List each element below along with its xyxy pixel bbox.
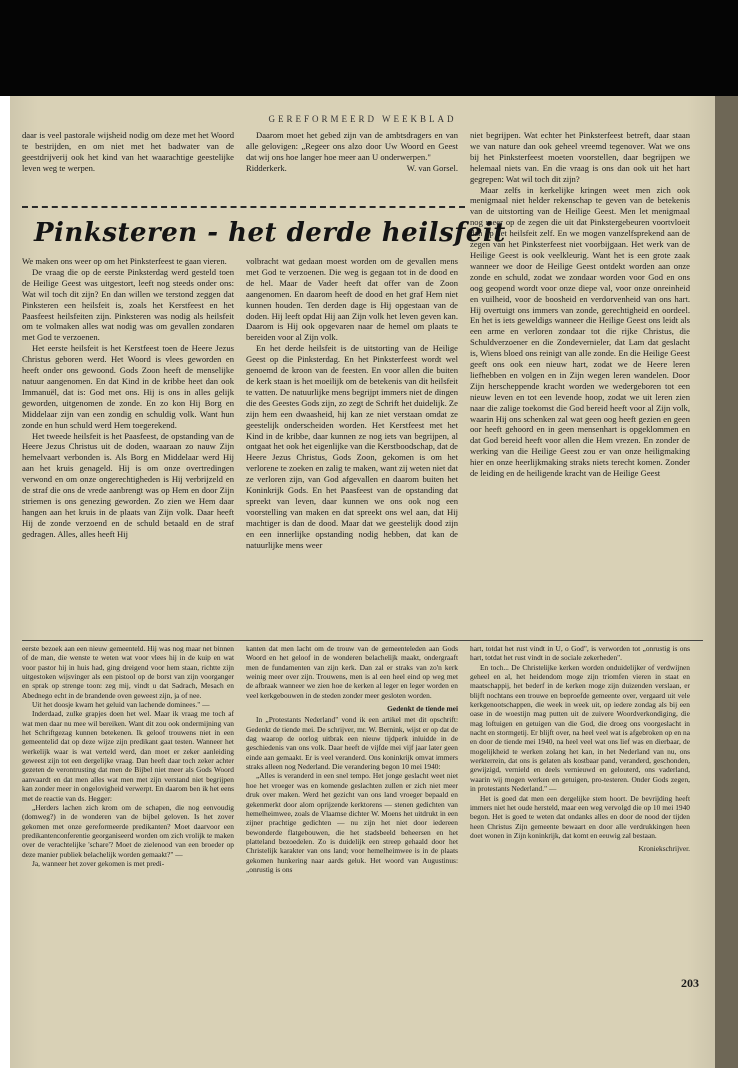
columnist-signature: Kroniekschrijver. bbox=[638, 844, 690, 854]
article-column-3 bbox=[470, 130, 690, 479]
bottom-col1-p4: „Herders lachen zich krom om de schapen, die nog eenvoudig (domweg?) in de wonderen van de bijbel geloven. Is het zover gekomen met onze gereformeerde predikanten? Moet daarvoor een predikantenconferentie georganiseerd worden om zich vrolijk te maken over de verachtelijke 'schare'? Moet de zielenood van een broeder op deze manier publiek belachelijk worden gemaakt?" — bbox=[22, 802, 234, 859]
bottom-col1-p1: eerste bezoek aan een nieuw gemeenteld. Hij was nog maar net binnen of de man, die wenste te weten wat voor vlees hij in de kuip en wat voor pastor hij in huis had, ging dreigend voor hem staan, richtte zijn uitgestoken wijsvinger als een pistool op de borst van zijn voorganger en sprak op strenge toon: zeg mij, vindt u dat Sadrach, Mesach en Abednego echt in de brandende oven geweest zijn, ja of nee. bbox=[22, 644, 234, 700]
top-column-1 bbox=[22, 130, 234, 174]
bottom-col2-p2: In „Protestants Nederland" vond ik een artikel met dit opschrift: Gedenkt de tiende mei. De schrijver, mr. W. Bernink, wijst er op dat de dag waarop de oorlog uitbrak een nieuw tijdperk inluidde in de geschiedenis van ons volk. Daar heeft de vijfde mei vijf jaar later geen einde aan gemaakt. Er is veel veranderd. Ons koninkrijk omvat immers straks alleen nog Nederland. Die verandering begon 10 mei 1940: bbox=[246, 715, 458, 772]
signature-place: Ridderkerk. bbox=[246, 162, 287, 173]
article-col1-p1: We maken ons weer op om het Pinksterfeest te gaan vieren. bbox=[22, 256, 227, 266]
bottom-column-2 bbox=[246, 644, 458, 874]
article-col3-p1: niet begrijpen. Wat echter het Pinksterfeest betreft, daar staan we van nature dan ook geheel vreemd tegenover. Wat we ons bij het Pinksterfeest moeten voorstellen, daar begrijpen we helemaal niets van. En die vraag is ons dan ook uit het hart gegrepen: Wat wil toch dit zijn? bbox=[470, 130, 690, 184]
article-col1-p2: De vraag die op de eerste Pinksterdag werd gesteld toen de Heilige Geest was uitgestort, leeft nog steeds onder ons: Wat wil toch dit zijn? En dan willen we terstond zeggen dat Pinksteren een heilsfeit is, zoals het Kerstfeest en het Paasfeest heilsfeiten zijn. Pinksteren was nodig als heilsfeit om te volmaken alles wat nodig was om gevallen zondaren met God te verzoenen. bbox=[22, 266, 234, 343]
bottom-column-3 bbox=[470, 644, 690, 854]
bottom-col3-p3: Het is goed dat men een dergelijke stem hoort. De bevrijding heeft immers niet het oude hersteld, maar een weg vervolgd die op 10 mei 1940 begon. Het is goed te weten dat ondanks alles en door de nood der tijden heen Christus Zijn gemeente bewaart en door alle verdrukkingen heen doet wonen in Zijn koninkrijk, dat komt en eeuwig zal bestaan. bbox=[470, 793, 690, 840]
top-col2-text: Daarom moet het gebed zijn van de ambtsdragers en van alle gelovigen: „Regeer ons alzo door Uw Woord en Geest dat wij ons hoe langer hoe meer aan U onderwerpen." bbox=[246, 130, 458, 162]
bottom-col2-p3: „Alles is veranderd in een snel tempo. Het jonge geslacht weet niet hoe het vroeger was en komende geslachten zullen er zich niet meer druk over maken. Werd het gezicht van ons land vroeger bepaald en gekenmerkt door alom oprijzende kerktorens — stenen gedichten van hemelheimwee, zoals de Vlaamse dichter W. Moens het uitdrukt in een zijner prachtige gedichten — nu zijn het niet door iedereen bewonderde flatgebouwen, die het stadsbeeld beheersen en het platteland bezoedelen. Zo is duidelijk een streep gehaald door het Christelijk karakter van ons land; voor hemelheimwee is in de plaats gekomen hunkering naar aards geluk. Het woord van Augustinus: „onrustig is ons bbox=[246, 771, 458, 874]
top-col1-text: daar is veel pastorale wijsheid nodig om deze met het Woord te bestrijden, en om niet met het badwater van de geestdrijverij ook het kind van het waarachtige geestelijke leven weg te werpen. bbox=[22, 130, 234, 173]
bottom-col3-p1: hart, totdat het rust vindt in U, o God", is verworden tot „onrustig is ons hart, totdat het rust vindt in de sociale zekerheden". bbox=[470, 644, 690, 663]
article-column-2 bbox=[246, 256, 458, 550]
bottom-col3-p2: En toch... De Christelijke kerken worden onduidelijker of verdwijnen geheel en al, het heidendom moge zijn triomfen vieren in staat en maatschappij, het bederf in de kerken moge zijn duizenden verslaan, er blijft nochtans een trouwe en beproefde gemeente over, vergaard uit vele kerkgenootschappen, die week in week uit, op iedere zondag als bij een oase in de woestijn mag putten uit de zuivere Woordverkondiging, die mag loftuigen en getuigen van die God, die droeg ons voorgeslacht in nacht en stormgetij. Er blijft over, na heel veel wat is afgebroken op en na en door de tiende mei 1940, na heel veel wat ons lief was en dierbaar, de mogelijkheid te werken zolang het kan, in het Nederland van nu, ons werkterrein, dat ons is gelaten als kostbaar pand, veranderd, geschonden, gewijzigd, vernield en deels vernieuwd en gelouterd, ons vaderland, waarin wij mogen werken en getuigen, pro-testeren. Onder Gods zegen, in protestants Nederland." — bbox=[470, 662, 690, 794]
article-col2-p1: volbracht wat gedaan moest worden om de gevallen mens met God te verzoenen. Die weg is gegaan tot in de dood en de hel. Maar de Vader heeft dat offer van de Zoon aangenomen. En daarom heeft de dood en het graf Hem niet kunnen houden. Ten derden dage is Hij opgestaan van de doden. Hij leeft opdat Hij aan Zijn volk het leven geven kan. Daarom is Hij ook opgevaren naar de hemel om plaats te bereiden voor al Zijn volk. bbox=[246, 256, 458, 343]
bottom-col2-p1: kanten dat men lacht om de trouw van de gemeenteleden aan Gods Woord en het geloof in de wonderen belachelijk maakt, ondergraaft men de fundamenten van zijn kerk. Dan zal er straks van zo'n kerk weinig meer over zijn. Trouwens, men is al een heel eind op weg met de afbraak wanneer we zien hoe de kerken al leger en leger worden en veel kerkgebouwen in de steden zonder meer gesloten worden. bbox=[246, 644, 458, 700]
top-column-2 bbox=[246, 130, 458, 174]
article-col1-p4: Het tweede heilsfeit is het Paasfeest, de opstanding van de Heere Jezus Christus uit de doden, waaraan zo nauw Zijn hemelvaart verbonden is. Als Borg en Middelaar werd Hij aan het kruis genageld. Hij is om onze overtredingen verwond en om onze ongerechtigheden is Hij verbrijzeld en de straf die ons de vrede aanbrengt was op Hem en door Zijn striemen is ons genezing geworden. Zo zien we Hem daar hangen aan het kruis in de plaats van Zijn volk. Daar heeft Hij de zonde verzoend en de schuld betaald en de straf gedragen. Alles, alles heeft Hij bbox=[22, 430, 234, 539]
article-col2-p2: En het derde heilsfeit is de uitstorting van de Heilige Geest op die Pinksterdag. En het Pinksterfeest wordt wel genoemd de kroon van de feesten. En voor allen die buiten de kerk staan is het moeilijk om de betekenis van dit heilsfeit te vatten. De natuurlijke mens begrijpt immers niet de dingen die des Geestes Gods zijn, zo zegt de Schrift het duidelijk. Ze zijn hem een dwaasheid, hij kan ze niet verstaan omdat ze geestelijk onderscheiden worden. Het Kerstfeest met het Kind in de kribbe, daar kunnen ze nog iets van begrijpen, al ontgaat het ook het eigenlijke van die Kerstboodschap, dat de Heere Jezus Christus, Gods Zoon, gekomen is om het verlorene te zoeken en zalig te maken, want zij weten niet dat ze verloren zijn, van God afgevallen en daarom buiten het Koninkrijk Gods. En het Paasfeest van de opstanding dat spreekt van leven, daar kunnen we ons ook nog een voorstelling van maken en dat spreekt ons wel aan, dat Hij machtiger is dan de dood. Maar dat we geestelijk dood zijn en een innerlijke opstanding nodig hebben, dat kan de natuurlijke mens weer bbox=[246, 343, 458, 550]
magazine-page bbox=[10, 96, 715, 1068]
bottom-col1-p3: Inderdaad, zulke grapjes doen het wel. Maar ik vraag me toch af wat men daar nu mee wil bereiken. Want dit zou ook ondermijning van het Schriftgezag kunnen betekenen. Ik geloof trouwens niet in een gemeentelid dat op deze wijze zijn predikant gaat testen. Wanneer het werkelijk waar is wat verteld werd, dan moet er zeker aanleiding geweest zijn tot een dergelijke vraag. Dan heeft daar toch zeker achter gezeten de verontrusting dat men de Bijbel niet meer als Gods Woord aanvaardt en dat men alles wat men met zijn verstand niet begrijpen kan zonder meer in ongelovigheid verwerpt. En daarom ben ik het eens met de reactie van ds. Hegger: bbox=[22, 709, 234, 803]
bottom-col1-p5: Ja, wanneer het zover gekomen is met predi- bbox=[32, 858, 165, 868]
page-number: 203 bbox=[681, 976, 699, 990]
bottom-column-1 bbox=[22, 644, 234, 868]
signature-author: W. van Gorsel. bbox=[406, 162, 458, 173]
section-subheading: Gedenkt de tiende mei bbox=[387, 704, 458, 714]
scan-background-top bbox=[0, 0, 738, 96]
dashed-section-rule bbox=[22, 206, 465, 208]
article-col3-p2: Maar zelfs in kerkelijke kringen weet men zich ook menigmaal niet helder rekenschap te geven van de betekenis van de uitstorting van de Heilige Geest. Men let menigmaal nog meer op de zegen die uit dat Pinkstergebeuren voortvloeit dan op het heilsfeit zelf. En we mogen vanzelfsprekend aan de zegen van het Pinksterfeest niet voorbijgaan. Het werk van de Heilige Geest is ook veelkleurig. Want het is een grote zaak wanneer we door de Heilige Geest ontdekt worden aan onze zonde en schuld, zodat we zondaar worden voor God en ons oog geopend wordt voor onze diepe val, voor onze onreinheid en vuilheid, voor de boosheid en verdorvenheid van ons hart. Hij overtuigt ons immers van zonde, gerechtigheid en oordeel. En het is iets geweldigs wanneer die Heilige Geest ons leidt als een arme en verloren zondaar tot die rijke Christus, die Schuldverzoener en die Zondevernieler, dat Lam dat geslacht is, Wiens bloed ons reinigt van alle zonde. En die Heilige Geest geeft ons ook een nieuw hart, zodat we de Heere leren liefhebben en volgen en in Zijn wegen leren wandelen. Door Zijn herscheppende kracht worden we wedergeboren tot een nieuw leven en tot een levende hoop, zodat we uit leren zien naar die zalige toekomst die God bereid heeft voor al Zijn volk, waarin Hij ons schenken zal wat geen oog heeft gezien en geen oor heeft gehoord en in geen mensenhart is opgeklommen en dat God bereid heeft voor allen die Hem vrezen. En zonder de werking van die Heilige Geest zou er van onze heiligmaking hier en onze heerlijkmaking straks niets terecht komen. Zonder de leiding en de heiligende kracht van de Heilige Geest bbox=[470, 184, 690, 479]
article-title: Pinksteren - het derde heilsfeit bbox=[34, 218, 506, 248]
article-column-1 bbox=[22, 256, 234, 540]
page-edge-shadow bbox=[715, 96, 738, 1068]
running-header: GEREFORMEERD WEEKBLAD bbox=[268, 114, 457, 124]
top-col2-signature bbox=[246, 163, 458, 174]
bottom-section-rule bbox=[22, 640, 703, 641]
bottom-col1-p2: Uit het doosje kwam het geluid van lachende dominees." — bbox=[32, 700, 210, 710]
article-col1-p3: Het eerste heilsfeit is het Kerstfeest toen de Heere Jezus Christus geboren werd. Het Woord is vlees geworden en heeft onder ons gewoond. Gods Zoon heeft de menselijke natuur aangenomen. En dat Kind in de kribbe heet dan ook Immanuël, dat is: God met ons. Hij is ons in alles gelijk geworden, uitgenomen de zonde. En zo kon Hij Borg en Middelaar zijn van een zondig en schuldig volk. Want hun zonde en hun schuld werd Hem toegerekend. bbox=[22, 343, 234, 430]
